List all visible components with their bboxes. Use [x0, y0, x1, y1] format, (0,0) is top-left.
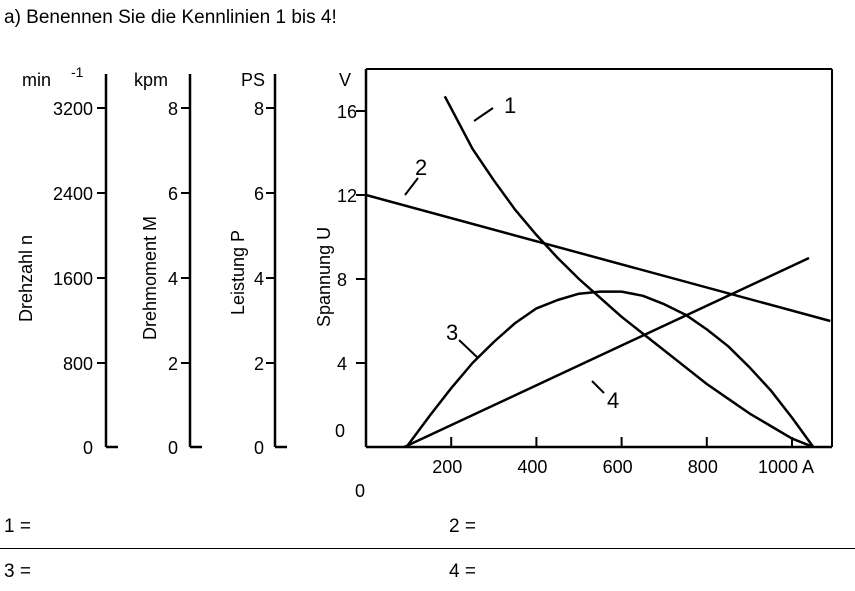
y-tick-label: 16: [337, 102, 358, 122]
secondary-axis-tick-label: 6: [167, 184, 178, 204]
secondary-axis-1-title: Drehzahl n: [16, 234, 36, 322]
secondary-axis-2-title: Drehmoment M: [140, 215, 160, 340]
x-tick-label: 1000 A: [758, 457, 815, 477]
x-tick-label: 200: [432, 457, 463, 477]
secondary-axis-tick-label: 8: [253, 99, 264, 119]
y-zero-label: 0: [335, 421, 346, 441]
secondary-axis-2-unit: kpm: [134, 70, 169, 90]
secondary-axis-tick-label: 2: [167, 354, 178, 374]
secondary-axis-tick-label: 4: [253, 269, 264, 289]
y-tick-label: 8: [337, 270, 348, 290]
y-tick-label: 4: [337, 354, 348, 374]
series-3-label: 3: [446, 320, 459, 345]
plot-area: [314, 69, 832, 501]
secondary-axis-tick-label: 6: [253, 184, 264, 204]
series-4-label: 4: [607, 388, 620, 413]
series-2-line: [366, 195, 830, 321]
secondary-axis-tick-label: 2400: [52, 184, 93, 204]
secondary-axis-1-unit-exponent: -1: [71, 64, 84, 80]
x-tick-label: 400: [517, 457, 548, 477]
secondary-axis-tick-label: 8: [167, 99, 178, 119]
secondary-axis-tick-label: 3200: [52, 99, 93, 119]
secondary-axes: [16, 64, 287, 458]
series-3-line: [407, 292, 814, 447]
task-heading: a) Benennen Sie die Kennlinien 1 bis 4!: [4, 7, 337, 28]
x-tick-label: 600: [602, 457, 633, 477]
y-unit-label: V: [339, 70, 352, 90]
series-3-leader: [459, 340, 478, 358]
answer-2-label: 2 =: [449, 516, 476, 537]
answer-divider: [0, 548, 855, 549]
series-1-line: [445, 96, 814, 447]
x-tick-label: 800: [687, 457, 718, 477]
secondary-axis-tick-label: 0: [82, 438, 93, 458]
series-2-leader: [405, 178, 418, 195]
series-2-label: 2: [415, 155, 428, 180]
secondary-axis-tick-label: 4: [167, 269, 178, 289]
series-4-leader: [592, 381, 604, 393]
answer-1-label: 1 =: [4, 516, 31, 537]
answer-3-label: 3 =: [4, 561, 31, 582]
secondary-axis-3-unit: PS: [241, 70, 266, 90]
secondary-axis-tick-label: 1600: [52, 269, 93, 289]
secondary-axis-tick-label: 800: [62, 354, 93, 374]
secondary-axis-tick-label: 2: [253, 354, 264, 374]
x-origin-label: 0: [355, 481, 366, 501]
y-axis-label: Spannung U: [314, 226, 334, 327]
series-1-label: 1: [504, 93, 517, 118]
series-4-line: [404, 258, 809, 447]
secondary-axis-tick-label: 0: [167, 438, 178, 458]
secondary-axis-3-title: Leistung P: [228, 229, 248, 315]
answer-4-label: 4 =: [449, 561, 476, 582]
secondary-axis-tick-label: 0: [253, 438, 264, 458]
y-tick-label: 12: [337, 186, 358, 206]
secondary-axis-1-unit: min: [22, 70, 52, 90]
series-1-leader: [474, 108, 493, 121]
